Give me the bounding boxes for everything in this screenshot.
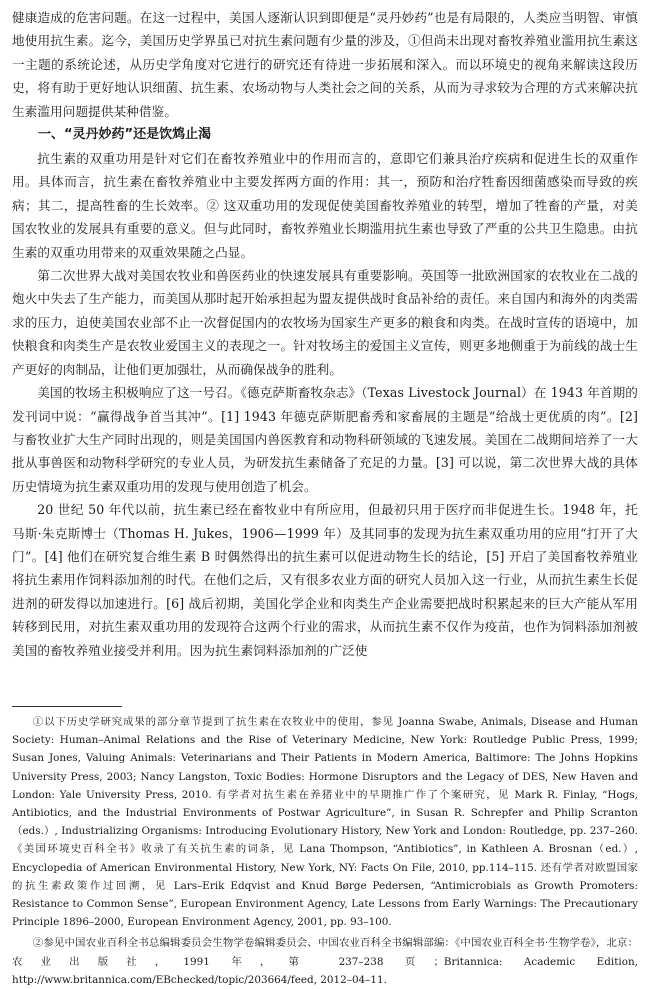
body-paragraph: 抗生素的双重功用是针对它们在畜牧养殖业中的作用而言的，意即它们兼具治疗疾病和促进生长的双重作用。具体而言，抗生素在畜牧养殖业中主要发挥两方面的作用：其一，预防和治疗牲畜因细菌感染而导致的疾病；其二，提高牲畜的生长效率。② 这双重功用的发现促使美国畜牧养殖业的转型，增加了牲畜的产量，对美国农牧业的发展具有重要的意义。但与此同时，畜牧养殖业长期滥用抗生素也导致了严重的公共卫生隐患。由抗生素的双重功用带来的双重效果随之凸显。 [12,151,638,260]
document-page [12,6,638,989]
body-paragraph-continued: 健康造成的危害问题。在这一过程中，美国人逐渐认识到即便是“灵丹妙药”也是有局限的，人类应当明智、审慎地使用抗生素。迄今，美国历史学界虽已对抗生素问题有少量的涉及，①但尚未出现对畜牧养殖业滥用抗生素这一主题的系统论述，从历史学角度对它进行的研究还有待进一步拓展和深入。而以环境史的视角来解读这段历史，将有助于更好地认识细菌、抗生素、农场动物与人类社会之间的关系，从而为寻求较为合理的方式来解决抗生素滥用问题提供某种借鉴。 [12,10,638,119]
footnote-1: ①以下历史学研究成果的部分章节提到了抗生素在农牧业中的使用，参见 Joanna Swabe, Animals, Disease and Human Society: Human–Animal Relations and the Rise of Veterinary Medicine, New York: Routledge Public Press, 1999; Susan Jones, Valuing Animals: Veterinarians and Their Patients in Modern America, Baltimore: The Johns Hopkins University Press, 2003; Nancy Langston, Toxic Bodies: Hormone Disruptors and the Legacy of DES, New Haven and London: Yale University Press, 2010. 有学者对抗生素在养猪业中的早期推广作了个案研究，见 Mark R. Finlay, “Hogs, Antibiotics, and the Industrial Environments of Postwar Agriculture”, in Susan R. Schrepfer and Philip Scranton（eds.）, Industrializing Organisms: Introducing Evolutionary History, New York and London: Routledge, pp. 237–260.《美国环境史百科全书》收录了有关抗生素的词条，见 Lana Thompson, “Antibiotics”, in Kathleen A. Brosnan（ed.）, Encyclopedia of American Environmental History, New York, NY: Facts On File, 2010, pp.114–115. 还有学者对欧盟国家的抗生素政策作过回溯，见 Lars–Erik Edqvist and Knud Børge Pedersen, “Antimicrobials as Growth Promoters: Resistance to Common Sense”, European Environment Agency, Late Lessons from Early Warnings: The Precautionary Principle 1896–2000, European Environment Agency, 2001, pp. 93–100. [12,715,638,929]
section-heading: 一、“灵丹妙药”还是饮鸩止渴 [38,127,212,143]
body-paragraph: 20 世纪 50 年代以前，抗生素已经在畜牧业中有所应用，但最初只用于医疗而非促进生长。1948 年，托马斯·朱克斯博士（Thomas H. Jukes，1906—1999 年）及其同事的发现为抗生素双重功用的应用“打开了大门”。[4] 他们在研究复合维生素 B 时偶然得出的抗生素可以促进动物生长的结论，[5] 开启了美国畜牧养殖业将抗生素用作饲料添加剂的时代。在他们之后，又有很多农业方面的研究人员加入这一行业，从而抗生素生长促进剂的研发得以加速进行。[6] 战后初期，美国化学企业和肉类生产企业需要把战时积累起来的巨大产能从军用转移到民用，对抗生素双重功用的发现符合这两个行业的需求，从而抗生素不仅作为疫苗，也作为饲料添加剂被美国的畜牧养殖业接受并利用。因为抗生素饲料添加剂的广泛使 [12,502,638,658]
footnote-divider [12,706,122,707]
body-paragraph: 美国的牧场主积极响应了这一号召。《德克萨斯畜牧杂志》（Texas Livestock Journal）在 1943 年首期的发刊词中说：“赢得战争首当其冲”。[1] 1943 年德克萨斯肥畜秀和家畜展的主题是“给战士更优质的肉”。[2] 与畜牧业扩大生产同时出现的，则是美国国内兽医教育和动物科研领域的飞速发展。美国在二战期间培养了一大批从事兽医和动物科学研究的专业人员，为研发抗生素储备了充足的力量。[3] 可以说，第二次世界大战的具体历史情境为抗生素双重功用的发现与使用创造了机会。 [12,385,638,494]
footnote-2: ②参见中国农业百科全书总编辑委员会生物学卷编辑委员会、中国农业百科全书编辑部编：《中国农业百科全书·生物学卷》，北京：农业出版社，1991 年，第 237–238 页；Britannica: Academic Edition, http://www.britannica.com/EBchecked/topic/203664/feed, 2012–04–11. [12,937,638,986]
body-paragraph: 第二次世界大战对美国农牧业和兽医药业的快速发展具有重要影响。英国等一批欧洲国家的农牧业在二战的炮火中失去了生产能力，而美国从那时起开始承担起为盟友提供战时食品补给的责任。来自国内和海外的肉类需求的压力，迫使美国农业部不止一次督促国内的农牧场为国家生产更多的粮食和肉类。在战时宣传的语境中，加快粮食和肉类生产是农牧业爱国主义的表现之一。针对牧场主的爱国主义宣传，则更多地侧重于为前线的战士生产更好的肉制品，让他们更加强壮，从而确保战争的胜利。 [12,268,638,377]
